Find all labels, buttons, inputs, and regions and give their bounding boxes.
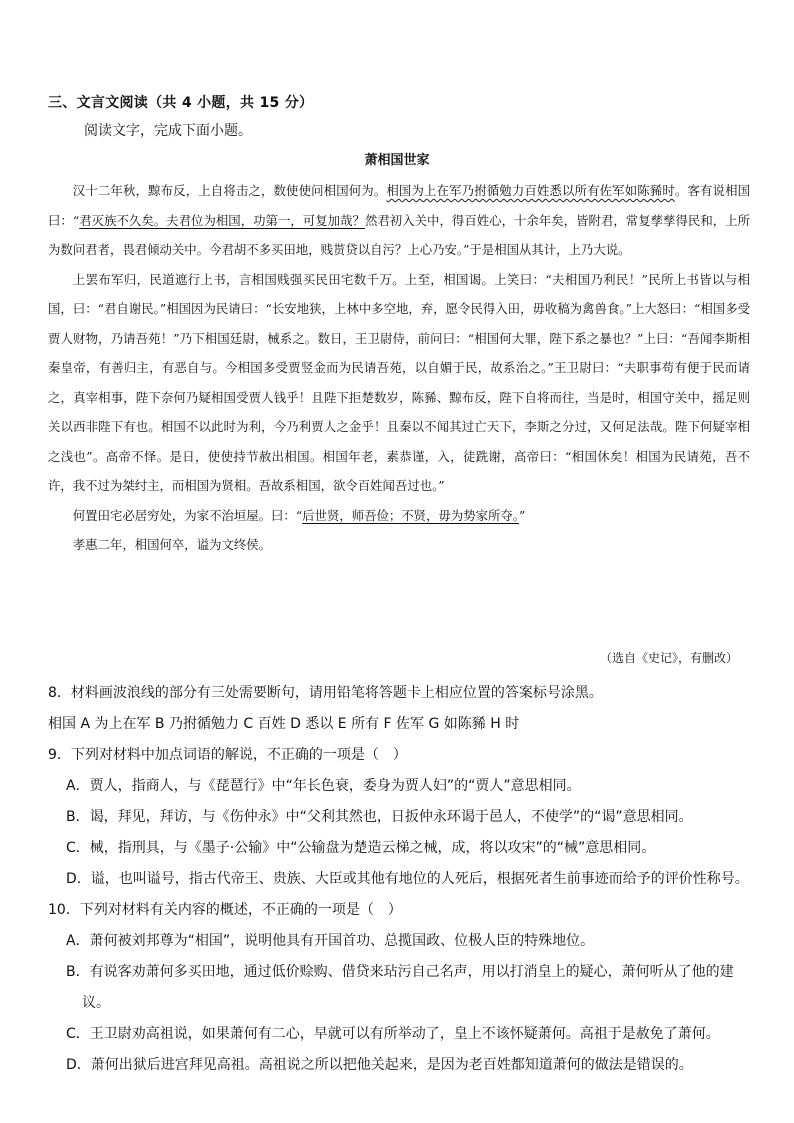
question-8-stem: 8．材料画波浪线的部分有三处需要断句，请用铅笔将答题卡上相应位置的答案标号涂黑。: [48, 685, 603, 701]
passage-source: （选自《史记》，有删改）: [599, 651, 738, 665]
passage-paragraph-1: [48, 176, 750, 265]
passage-text: 何置田宅必居穷处，为家不治垣屋。曰：“: [72, 507, 303, 523]
underlined-sentence: 后世贤，师吾俭；不贤，毋为势家所夺。: [302, 507, 520, 523]
passage-text: 汉十二年秋，黥布反，上自将击之，数使使问相国何为。: [72, 183, 387, 198]
question-9-option-c: C．械，指刑具，与《墨子·公输》中“公输盘为楚造云梯之械，成，将以攻宋”的“械”意思相同。: [66, 840, 656, 856]
question-10-option-b: B．有说客劝萧何多买田地，通过低价赊购、借贷来玷污自己名声，用以打消皇上的疑心，萧何听从了他的建: [66, 964, 734, 980]
question-10-option-d: D．萧何出狱后进宫拜见高祖。高祖说之所以把他关起来，是因为老百姓都知道萧何的做法是错误的。: [66, 1057, 693, 1073]
underlined-sentence: 君灭族不久矣。夫君位为相国，功第一，可复加哉？: [79, 212, 365, 228]
passage-title: 萧相国世家: [364, 153, 430, 168]
section-title: 三、文言文阅读（共 4 小题，共 15 分）: [48, 95, 314, 111]
question-10-stem: 10．下列对材料有关内容的概述，不正确的一项是（ ）: [48, 902, 402, 918]
wavy-underlined-sentence: 相国为上在军乃拊循勉力百姓悉以所有佐军如陈豨时: [386, 183, 675, 198]
question-9-option-d: D．谥，也叫谥号，指古代帝王、贵族、大臣或其他有地位的人死后，根据死者生前事迹而给予的评价性称号。: [66, 871, 749, 887]
section-instruction: 阅读文字，完成下面小题。: [84, 123, 252, 139]
question-9-stem: 9．下列对材料中加点词语的解说，不正确的一项是（ ）: [48, 747, 407, 763]
passage-text: 。客有说相国曰：“: [48, 183, 751, 228]
passage-text: ”: [519, 507, 526, 523]
passage-body: [48, 176, 750, 560]
passage-text: 然君初入关中，得百姓心，十余年矣，皆附君，常复孳孳得民和，上所为数问君者，畏君倾动关中。今君胡不多买田地，贱贳贷以自污？上心乃安。”于是相国从其计，上乃大说。: [48, 212, 751, 257]
question-10-option-a: A．萧何被刘邦尊为“相国”，说明他具有开国首功、总揽国政、位极人臣的特殊地位。: [66, 933, 595, 949]
passage-paragraph-4: 孝惠二年，相国何卒，谥为文终侯。: [72, 537, 272, 552]
question-9-option-b: B．谒，拜见，拜访，与《伤仲永》中“父利其然也，日扳仲永环谒于邑人，不使学”的“谒”意思相同。: [66, 809, 693, 825]
passage-paragraph-3: [48, 501, 750, 531]
question-10-option-b-continued: 议。: [82, 995, 110, 1011]
questions: [48, 678, 758, 1081]
question-9-option-a: A．贾人，指商人，与《琵琶行》中“年长色衰，委身为贾人妇”的“贾人”意思相同。: [66, 778, 581, 794]
passage-paragraph-2: 上罢布军归，民道遮行上书，言相国贱强买民田宅数千万。上至，相国谒。上笑曰：“夫相国乃利民！”民所上书皆以与相国，曰：“君自谢民。”相国因为民请曰：“长安地狭，上林中多空地，弃，愿令民得入田，毋收稿为禽兽食。”上大怒曰：“相国多受贾人财物，乃请吾苑！”乃下相国廷尉，械系之。数日，王卫尉侍，前问曰：“相国何大罪，陛下系之暴也？”上曰：“吾闻李斯相秦皇帝，有善归主，有恶自与。今相国多受贾竖金而为民请吾苑，以自媚于民，故系治之。”王卫尉曰：“夫职事苟有便于民而请之，真宰相事，陛下奈何乃疑相国受贾人钱乎！且陛下拒楚数岁，陈豨、黥布反，陛下自将而往，当是时，相国守关中，摇足则关以西非陛下有也。相国不以此时为利，今乃利贾人之金乎！且秦以不闻其过亡天下，李斯之分过，又何足法哉。陛下何疑宰相之浅也”。高帝不怿。是日，使使持节赦出相国。相国年老，素恭谨，入，徒跣谢，高帝曰：“相国休矣！相国为民请苑，吾不许，我不过为桀纣主，而相国为贤相。吾故系相国，欲令百姓闻吾过也。”: [48, 271, 750, 493]
question-8-answer-line: 相国 A 为上在军 B 乃拊循勉力 C 百姓 D 悉以 E 所有 F 佐军 G 如陈豨 H 时: [48, 716, 520, 732]
question-10-option-c: C．王卫尉劝高祖说，如果萧何有二心，早就可以有所举动了，皇上不该怀疑萧何。高祖于是赦免了萧何。: [66, 1026, 720, 1042]
